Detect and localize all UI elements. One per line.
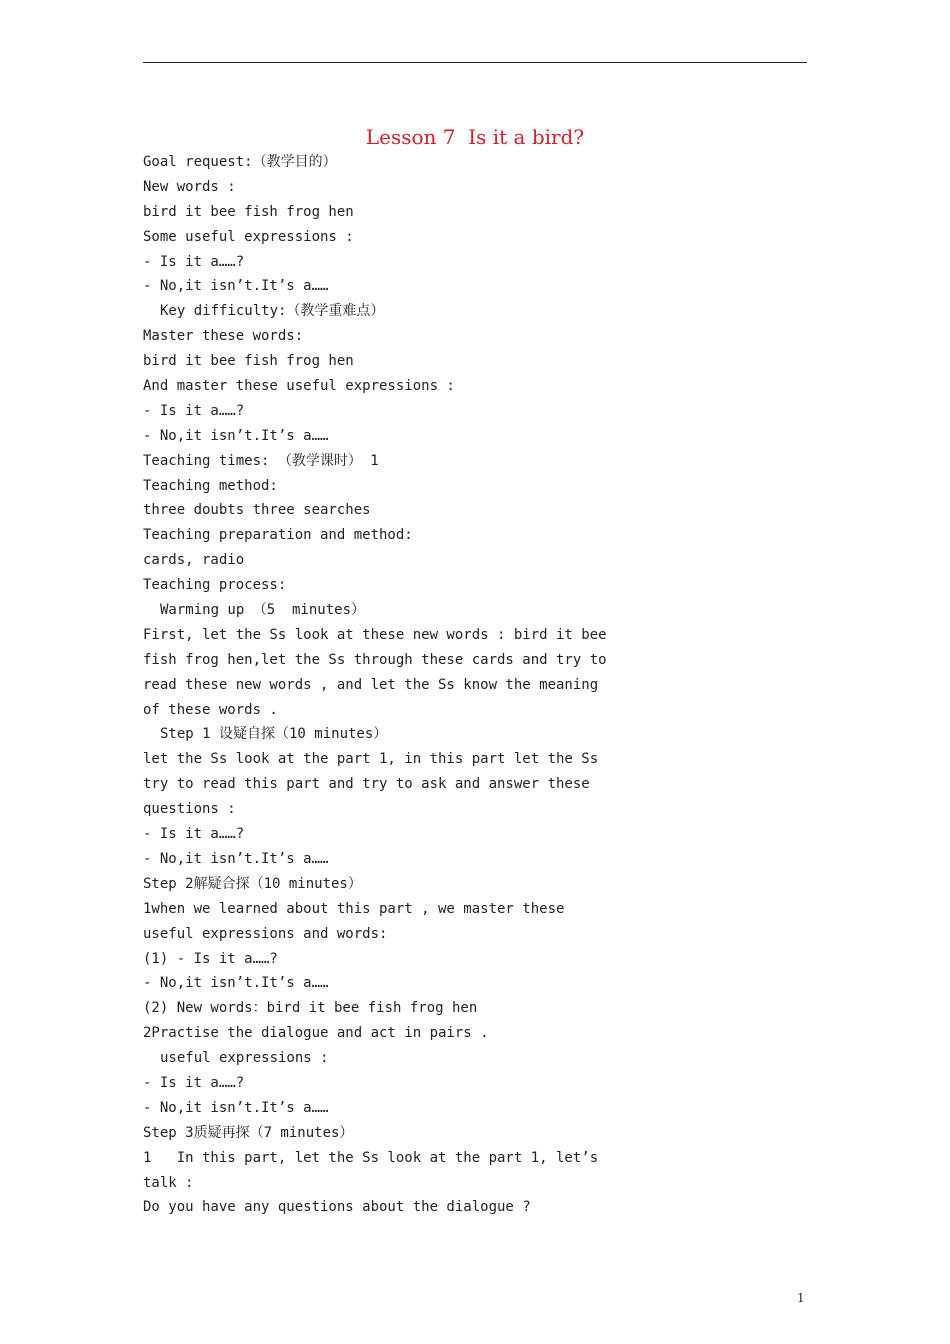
text-line: - No,it isn’t.It’s a…… xyxy=(143,278,329,295)
text-line: Teaching times: （教学课时） 1 xyxy=(143,452,379,469)
text-line: try to read this part and try to ask and answer these xyxy=(143,776,590,793)
header-rule xyxy=(143,62,807,63)
text-line: read these new words , and let the Ss know the meaning xyxy=(143,676,599,693)
text-line: bird it bee fish frog hen xyxy=(143,353,354,370)
text-line: (1) - Is it a……? xyxy=(143,950,278,967)
text-line: Step 2解疑合探（10 minutes） xyxy=(143,875,362,892)
text-line: - Is it a……? xyxy=(143,253,245,270)
text-line: Teaching preparation and method: xyxy=(143,527,413,544)
text-line: - No,it isn’t.It’s a…… xyxy=(143,1099,329,1116)
text-line: Key difficulty:（教学重难点） xyxy=(160,303,385,320)
text-line: useful expressions : xyxy=(160,1050,329,1067)
text-line: 1when we learned about this part , we master these xyxy=(143,900,565,917)
text-line: - No,it isn’t.It’s a…… xyxy=(143,850,329,867)
text-line: (2) New words：bird it bee fish frog hen xyxy=(143,1000,478,1017)
text-line: of these words . xyxy=(143,701,278,718)
text-line: Teaching process: xyxy=(143,577,287,594)
text-line: Master these words: xyxy=(143,328,304,345)
page-number: 1 xyxy=(797,1291,805,1305)
text-line: cards, radio xyxy=(143,552,245,569)
text-line: three doubts three searches xyxy=(143,502,371,519)
text-line: - No,it isn’t.It’s a…… xyxy=(143,975,329,992)
text-line: - Is it a……? xyxy=(143,1074,245,1091)
text-line: Some useful expressions : xyxy=(143,228,354,245)
text-line: - No,it isn’t.It’s a…… xyxy=(143,427,329,444)
document-body xyxy=(143,150,823,1220)
text-line: let the Ss look at the part 1, in this part let the Ss xyxy=(143,751,599,768)
text-line: 2Practise the dialogue and act in pairs . xyxy=(143,1025,489,1042)
text-line: - Is it a……? xyxy=(143,826,245,843)
text-line: Teaching method: xyxy=(143,477,278,494)
text-line: Warming up （5 minutes） xyxy=(160,602,366,619)
text-line: First, let the Ss look at these new words : bird it bee xyxy=(143,626,607,643)
text-line: bird it bee fish frog hen xyxy=(143,203,354,220)
text-line: Step 3质疑再探（7 minutes） xyxy=(143,1124,354,1141)
text-line: And master these useful expressions : xyxy=(143,378,455,395)
text-line: questions : xyxy=(143,801,236,818)
text-line: talk : xyxy=(143,1174,194,1191)
text-line: 1 In this part, let the Ss look at the part 1, let’s xyxy=(143,1149,599,1166)
text-line: - Is it a……? xyxy=(143,402,245,419)
text-line: useful expressions and words: xyxy=(143,925,388,942)
lesson-title: Lesson 7 Is it a bird? xyxy=(365,125,585,149)
text-line: Goal request:（教学目的） xyxy=(143,154,337,170)
text-line: fish frog hen,let the Ss through these cards and try to xyxy=(143,651,607,668)
text-line: Do you have any questions about the dialogue ? xyxy=(143,1199,531,1216)
text-line: New words : xyxy=(143,178,236,195)
text-line: Step 1 设疑自探（10 minutes） xyxy=(160,726,388,743)
